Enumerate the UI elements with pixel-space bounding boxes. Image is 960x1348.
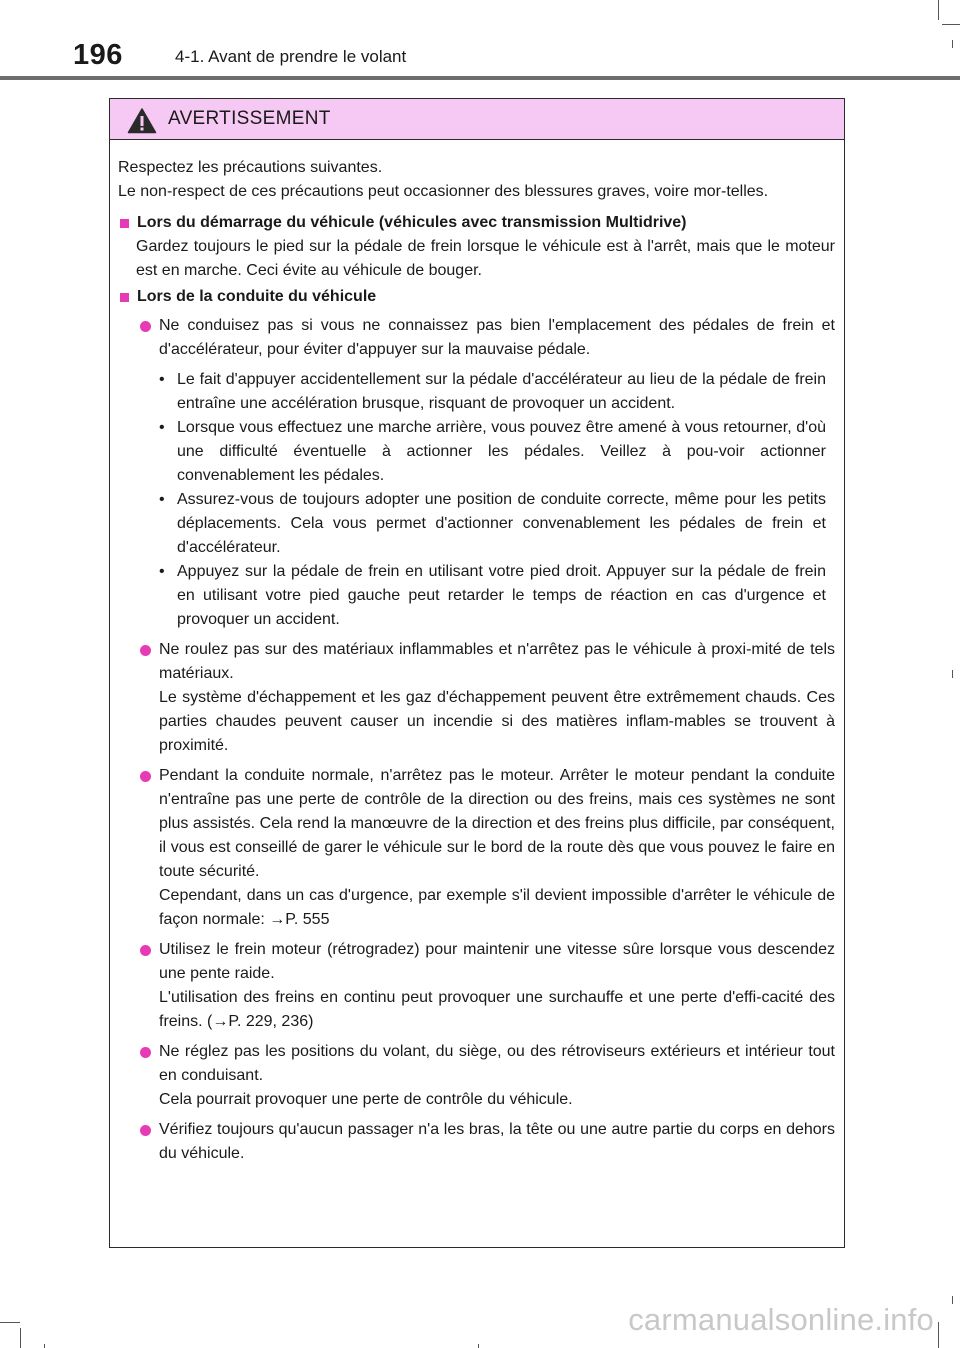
list-item [118,314,835,632]
crop-mark [952,670,953,678]
crop-mark [952,40,953,48]
bullet-text: Vérifiez toujours qu'aucun passager n'a les bras, la tête ou une autre partie du corps en dehors du véhicule. [159,1121,835,1162]
round-bullet-icon [140,1125,151,1136]
round-bullet-icon [140,645,151,656]
page-number: 196 [73,39,123,71]
warning-title: AVERTISSEMENT [168,108,331,129]
list-item [118,764,835,932]
sub-list-item: • Le fait d'appuyer accidentellement sur la pédale d'accélérateur au lieu de la pédale de frein entraîne une accélération brusque, risquant de provoquer un accident. [159,368,835,416]
round-bullet-icon [140,771,151,782]
crop-mark [20,1328,21,1348]
warning-body [110,140,844,1166]
list-item [118,1040,835,1112]
crop-mark [44,1344,45,1348]
bullet-text: L'utilisation des freins en continu peut provoquer une surchauffe et une perte d'effi-cacité des freins. (→P. 229, 236) [159,989,835,1030]
crop-mark [942,24,960,25]
round-bullet-icon [140,945,151,956]
bullet-text: Utilisez le frein moteur (rétrogradez) pour maintenir une vitesse sûre lorsque vous descendez une pente raide. [159,941,835,982]
intro-line: Le non-respect de ces précautions peut occasionner des blessures graves, voire mor-telles. [118,183,769,200]
list-item [118,1118,835,1166]
sub-item-text: Appuyez sur la pédale de frein en utilisant votre pied droit. Appuyer sur la pédale de frein en utilisant votre pied gauche peut retarder le temps de réaction en cas d'urgence et provoquer un accident. [177,563,826,628]
warning-header [110,99,844,140]
bullet-text: Cependant, dans un cas d'urgence, par exemple s'il devient impossible d'arrêter le véhicule de façon normale: →P. 555 [159,887,835,928]
sub-item-text: Le fait d'appuyer accidentellement sur la pédale d'accélérateur au lieu de la pédale de frein entraîne une accélération brusque, risquant de provoquer un accident. [177,371,826,412]
bullet-text: Pendant la conduite normale, n'arrêtez pas le moteur. Arrêter le moteur pendant la conduite n'entraîne pas une perte de contrôle de la direction ou des freins, mais ces systèmes ne sont plus assistés. Cela rend la manœuvre de la direction et des freins plus difficile, par conséquent, il vous est conseillé de garer le véhicule sur le bord de la route dès que vous pouvez le faire en toute sécurité. [159,767,835,880]
section-heading-text: Lors du démarrage du véhicule (véhicules avec transmission Multidrive) [137,214,687,231]
crop-mark [938,1322,939,1348]
list-item [118,938,835,1034]
bullet-text: Ne conduisez pas si vous ne connaissez pas bien l'emplacement des pédales de frein et d'accélérateur, pour éviter d'appuyer sur la mauvaise pédale. [159,317,835,358]
section-title: 4-1. Avant de prendre le volant [175,47,407,66]
bullet-text: Le système d'échappement et les gaz d'échappement peuvent être extrêmement chauds. Ces parties chaudes peuvent causer un incendie si des matières inflam-mables se trouvent à proximité. [159,689,835,754]
sub-list-item: • Appuyez sur la pédale de frein en utilisant votre pied droit. Appuyer sur la pédale de frein en utilisant votre pied gauche peut retarder le temps de réaction en cas d'urgence et provoquer un accident. [159,560,835,632]
section-text: Gardez toujours le pied sur la pédale de frein lorsque le véhicule est à l'arrêt, mais que le moteur est en marche. Ceci évite au véhicule de bouger. [136,238,835,279]
warning-box [109,98,845,1248]
round-bullet-icon [140,1047,151,1058]
sub-list-item: • Lorsque vous effectuez une marche arrière, vous pouvez être amené à vous retourner, d'où une difficulté éventuelle à actionner les pédales. Veillez à pou-voir actionner convenablement les pédales. [159,416,835,488]
crop-mark [952,1296,953,1304]
sub-item-text: Lorsque vous effectuez une marche arrière, vous pouvez être amené à vous retourner, d'où une difficulté éventuelle à actionner les pédales. Veillez à pou-voir actionner convenablement les pédales. [177,419,826,484]
square-bullet-icon [120,219,129,228]
section-heading [118,211,835,235]
sub-item-text: Assurez-vous de toujours adopter une position de conduite correcte, même pour les petits déplacements. Cela vous permet d'actionner convenablement les pédales de frein et d'accélérateur. [177,491,826,556]
watermark: carmanualsonline.info [628,1302,934,1337]
square-bullet-icon [120,293,129,302]
bullet-text: Ne réglez pas les positions du volant, du siège, ou des rétroviseurs extérieurs et intérieur tout en conduisant. [159,1043,835,1084]
crop-mark [478,1344,479,1348]
round-bullet-icon [140,321,151,332]
crop-mark [0,1322,20,1323]
crop-mark [938,0,939,20]
section-heading-text: Lors de la conduite du véhicule [137,288,377,305]
list-item [118,638,835,758]
bullet-text: Ne roulez pas sur des matériaux inflammables et n'arrêtez pas le véhicule à proxi-mité de tels matériaux. [159,641,835,682]
section-heading [118,285,835,309]
intro-line: Respectez les précautions suivantes. [118,159,383,176]
warning-triangle-icon [127,107,157,134]
bullet-text: Cela pourrait provoquer une perte de contrôle du véhicule. [159,1091,573,1108]
sub-list [159,368,835,632]
header-rule [0,76,960,80]
sub-list-item: • Assurez-vous de toujours adopter une position de conduite correcte, même pour les petits déplacements. Cela vous permet d'actionner convenablement les pédales de frein et d'accélérateur. [159,488,835,560]
page-header [0,0,960,80]
